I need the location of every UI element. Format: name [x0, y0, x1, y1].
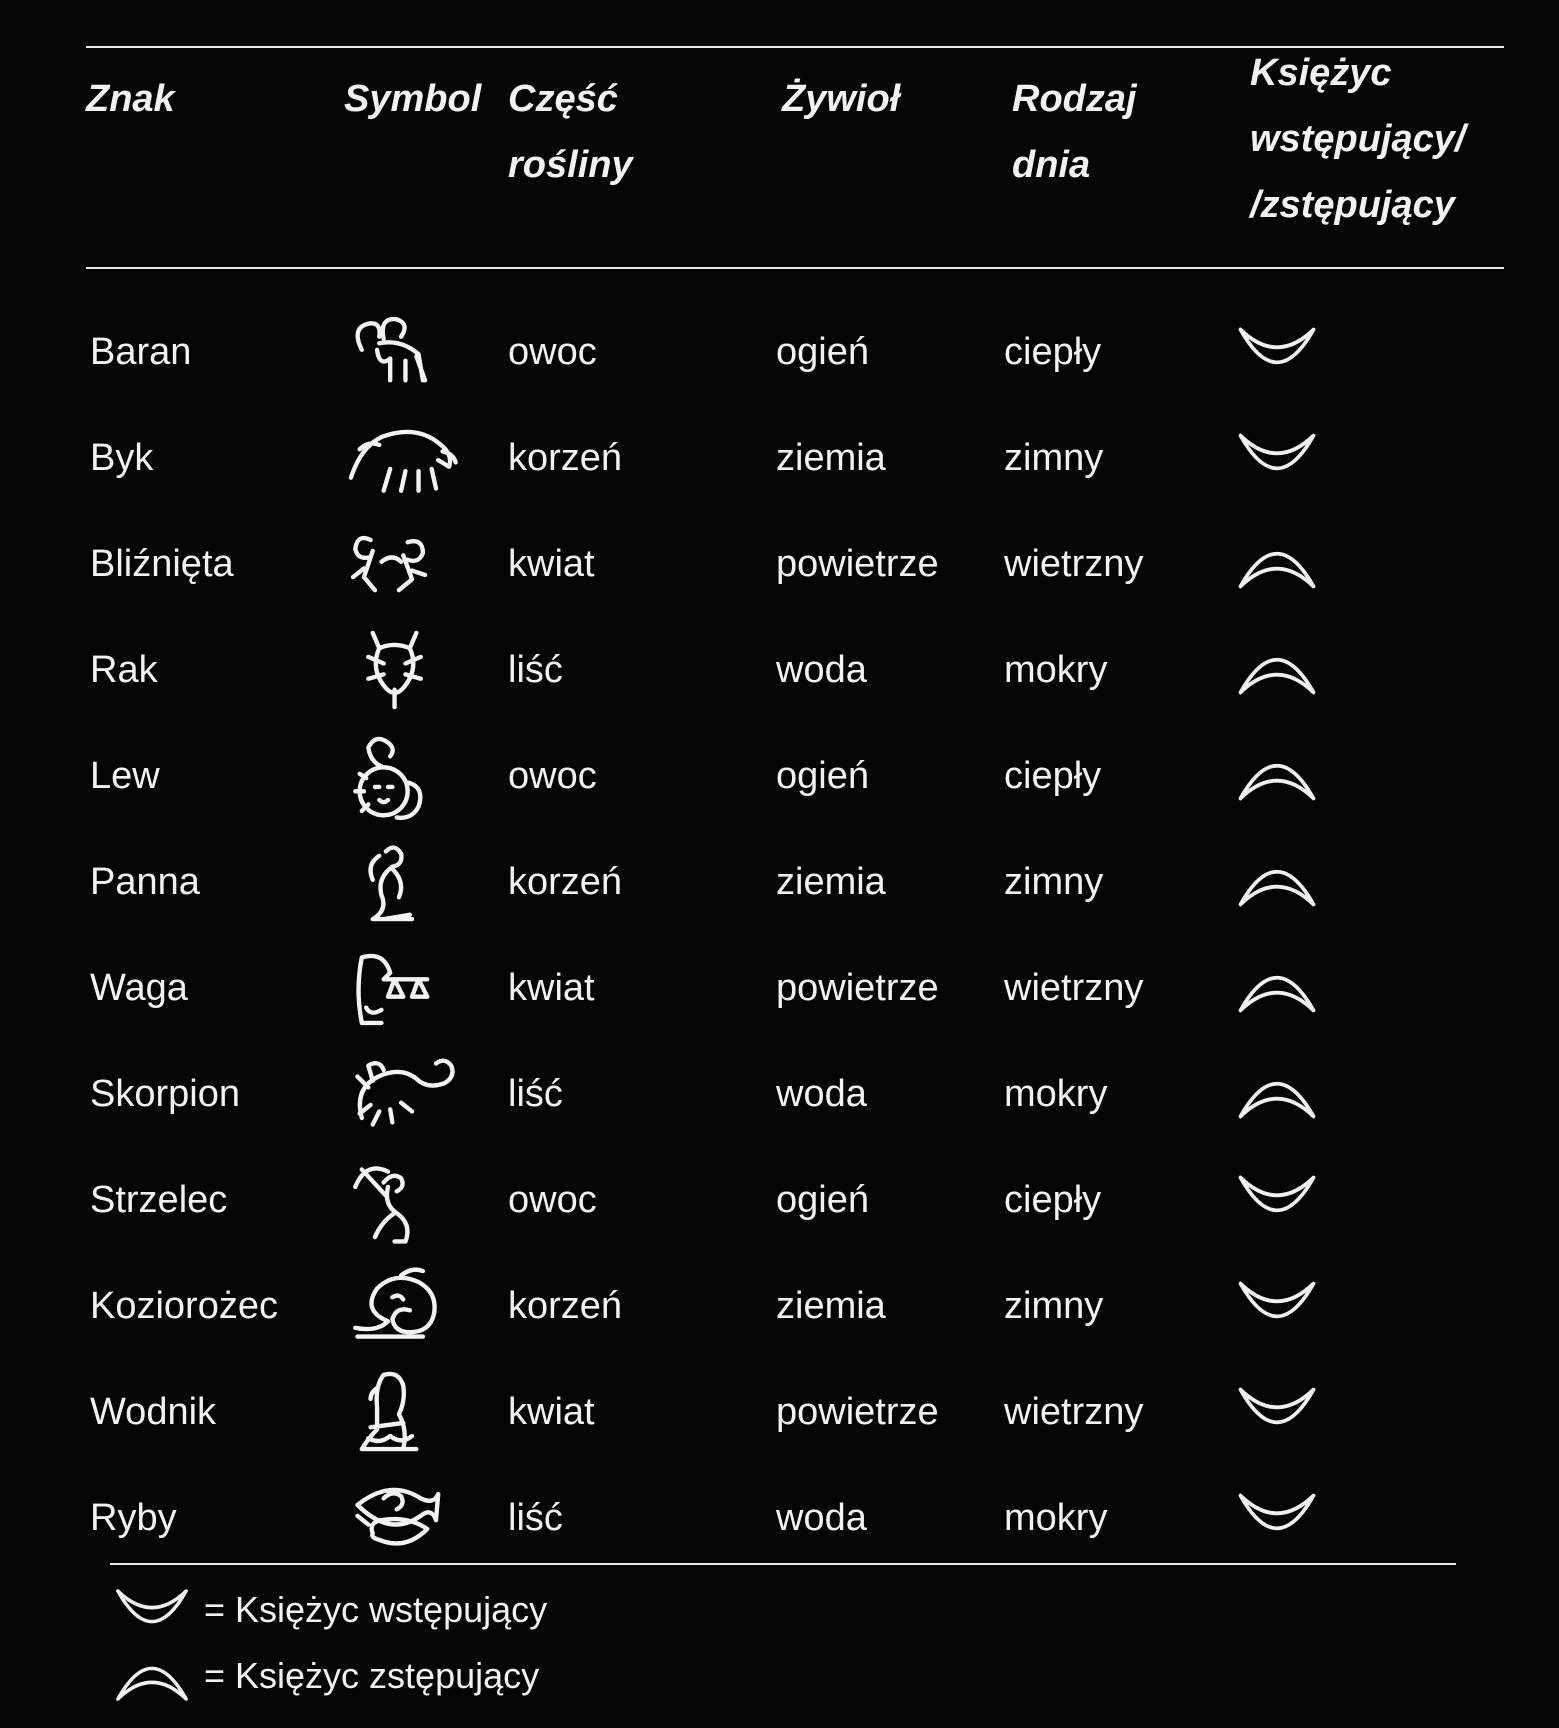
scorpion-icon — [340, 1048, 460, 1140]
plant-part: korzeń — [508, 861, 623, 903]
table-row — [0, 1148, 1559, 1252]
element: woda — [776, 649, 867, 691]
table-row — [0, 724, 1559, 828]
fish-icon — [340, 1472, 460, 1564]
sign-name: Byk — [90, 437, 154, 479]
moon-descending-icon — [1232, 640, 1322, 700]
bull-icon — [340, 412, 460, 504]
plant-part: owoc — [508, 1179, 597, 1221]
sign-name: Skorpion — [90, 1073, 240, 1115]
table-row — [0, 1360, 1559, 1464]
sign-name: Bliźnięta — [90, 543, 234, 585]
table-row — [0, 1254, 1559, 1358]
plant-part: kwiat — [508, 1391, 595, 1433]
table-row — [0, 1042, 1559, 1146]
legend-item — [112, 1582, 812, 1642]
element: powietrze — [776, 1391, 939, 1433]
header-sign: Znak — [86, 78, 175, 120]
legend-item — [112, 1648, 812, 1708]
moon-ascending-icon — [1232, 1276, 1322, 1336]
twins-icon — [340, 518, 460, 610]
element: ogień — [776, 331, 869, 373]
goat-icon — [340, 1260, 460, 1352]
moon-descending-icon — [1232, 852, 1322, 912]
moon-ascending-icon — [1232, 1170, 1322, 1230]
moon-descending-icon — [1232, 534, 1322, 594]
table-bottom-rule — [110, 1563, 1456, 1565]
header-element: Żywioł — [782, 78, 901, 120]
day-type: zimny — [1004, 437, 1104, 479]
plant-part: owoc — [508, 755, 597, 797]
day-type: mokry — [1004, 1497, 1108, 1539]
day-type: wietrzny — [1004, 1391, 1144, 1433]
table-row — [0, 936, 1559, 1040]
lion-icon — [340, 730, 460, 822]
scales-icon — [340, 942, 460, 1034]
crab-icon — [340, 624, 460, 716]
moon-descending-icon — [1232, 958, 1322, 1018]
moon-descending-icon — [112, 1650, 192, 1706]
sign-name: Ryby — [90, 1497, 177, 1539]
element: woda — [776, 1497, 867, 1539]
day-type: mokry — [1004, 1073, 1108, 1115]
day-type: zimny — [1004, 1285, 1104, 1327]
legend-text: = Księżyc wstępujący — [204, 1589, 548, 1630]
table-row — [0, 406, 1559, 510]
plant-part: kwiat — [508, 967, 595, 1009]
header-moon: Księżyc wstępujący/ /zstępujący — [1250, 52, 1466, 226]
element: powietrze — [776, 967, 939, 1009]
element: ziemia — [776, 861, 886, 903]
plant-part: korzeń — [508, 1285, 623, 1327]
table-row — [0, 618, 1559, 722]
plant-part: liść — [508, 1073, 563, 1115]
element: ziemia — [776, 1285, 886, 1327]
element: woda — [776, 1073, 867, 1115]
day-type: zimny — [1004, 861, 1104, 903]
ram-icon — [340, 306, 460, 398]
plant-part: liść — [508, 649, 563, 691]
moon-ascending-icon — [1232, 428, 1322, 488]
element: powietrze — [776, 543, 939, 585]
legend-text: = Księżyc zstępujący — [204, 1655, 540, 1696]
plant-part: liść — [508, 1497, 563, 1539]
day-type: wietrzny — [1004, 967, 1144, 1009]
plant-part: kwiat — [508, 543, 595, 585]
table-row — [0, 1466, 1559, 1570]
moon-ascending-icon — [1232, 1488, 1322, 1548]
day-type: wietrzny — [1004, 543, 1144, 585]
element: ogień — [776, 1179, 869, 1221]
sign-name: Koziorożec — [90, 1285, 278, 1327]
day-type: mokry — [1004, 649, 1108, 691]
table-row — [0, 512, 1559, 616]
virgin-icon — [340, 836, 460, 928]
header-plant-part: Część rośliny — [508, 78, 633, 186]
plant-part: korzeń — [508, 437, 623, 479]
element: ziemia — [776, 437, 886, 479]
moon-descending-icon — [1232, 746, 1322, 806]
header-symbol: Symbol — [344, 78, 482, 120]
archer-icon — [340, 1154, 460, 1246]
moon-ascending-icon — [1232, 322, 1322, 382]
header-bottom-rule — [86, 267, 1504, 269]
moon-descending-icon — [1232, 1064, 1322, 1124]
sign-name: Waga — [90, 967, 188, 1009]
moon-ascending-icon — [1232, 1382, 1322, 1442]
sign-name: Wodnik — [90, 1391, 217, 1433]
day-type: ciepły — [1004, 1179, 1102, 1221]
header-day-type: Rodzaj dnia — [1012, 78, 1137, 186]
sign-name: Lew — [90, 755, 160, 797]
table-row — [0, 300, 1559, 404]
sign-name: Strzelec — [90, 1179, 228, 1221]
water-bearer-icon — [340, 1366, 460, 1458]
day-type: ciepły — [1004, 755, 1102, 797]
sign-name: Baran — [90, 331, 192, 373]
table-row — [0, 830, 1559, 934]
element: ogień — [776, 755, 869, 797]
plant-part: owoc — [508, 331, 597, 373]
sign-name: Panna — [90, 861, 200, 903]
day-type: ciepły — [1004, 331, 1102, 373]
moon-ascending-icon — [112, 1584, 192, 1640]
sign-name: Rak — [90, 649, 158, 691]
